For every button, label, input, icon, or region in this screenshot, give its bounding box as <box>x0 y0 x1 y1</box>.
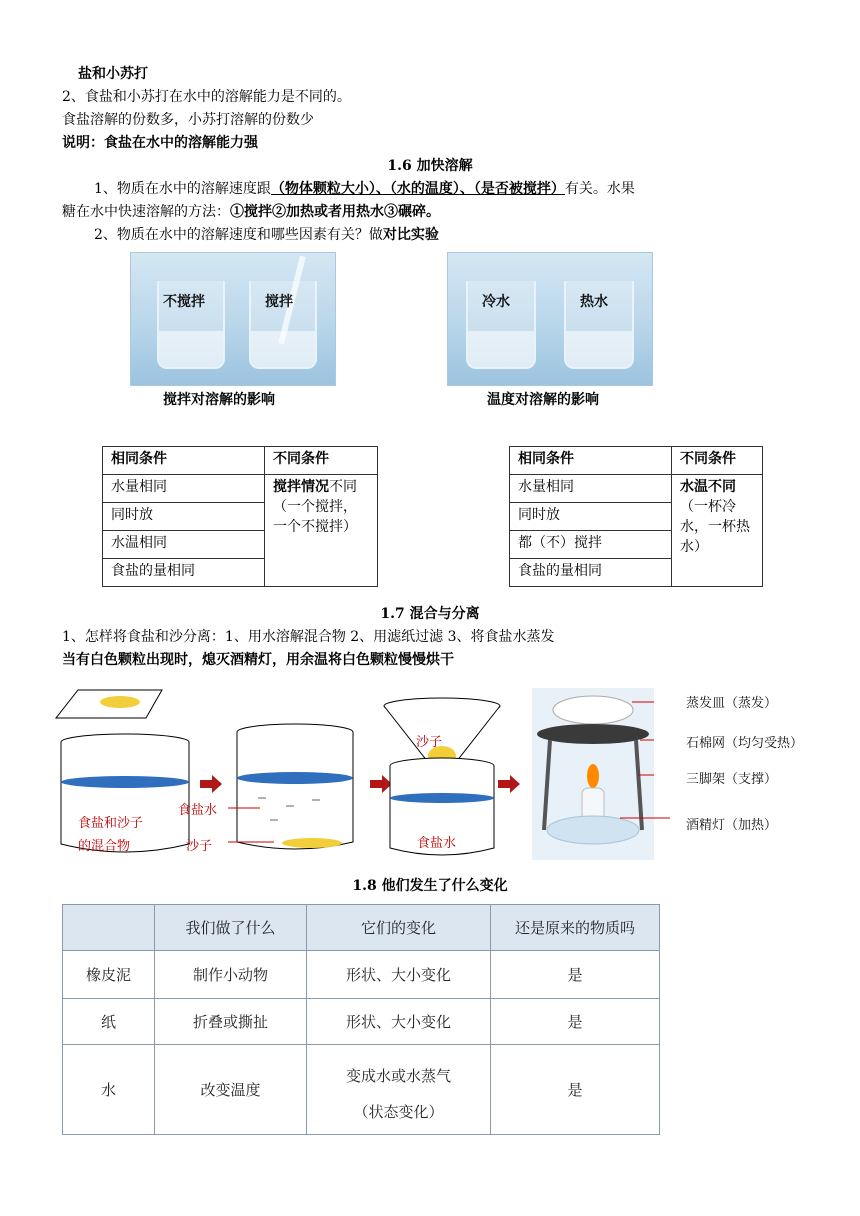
heading-1-7: 1.7 混合与分离 <box>380 606 480 622</box>
temperature-comparison-table <box>509 446 763 587</box>
table2-diff-note: （一杯冷水，一杯热水） <box>680 499 750 555</box>
label-not-stirred: 不搅拌 <box>163 294 205 310</box>
row-same: 是 <box>491 999 660 1045</box>
table1-same-1: 同时放 <box>103 503 265 531</box>
table1-diff-cell <box>265 475 378 587</box>
arrow-1-icon <box>200 775 222 793</box>
s17-paragraph-2: 当有白色颗粒出现时，熄灭酒精灯，用余温将白色颗粒慢慢烘干 <box>62 652 454 668</box>
label-sand-1: 沙子 <box>186 839 213 854</box>
p1-line2-methods: ①搅拌②加热或者用热水③碾碎。 <box>230 204 440 220</box>
table1-diff-note: （一个搅拌，一个不搅拌） <box>273 499 357 535</box>
p2-bold: 对比实验 <box>382 227 439 243</box>
table2-same-0: 水量相同 <box>510 475 672 503</box>
s16-paragraph-1-line-2 <box>62 202 440 222</box>
s17-paragraph-1: 1、怎样将食盐和沙分离：1、用水溶解混合物 2、用滤纸过滤 3、将食盐水蒸发 <box>62 629 555 645</box>
caption-temperature: 温度对溶解的影响 <box>487 392 599 408</box>
table1-same-2: 水温相同 <box>103 531 265 559</box>
label-sand-filter: 沙子 <box>416 735 443 750</box>
table2-same-1: 同时放 <box>510 503 672 531</box>
row-item: 橡皮泥 <box>63 951 155 999</box>
row-item: 水 <box>63 1045 155 1135</box>
row-same: 是 <box>491 951 660 999</box>
label-stirred: 搅拌 <box>265 294 293 310</box>
factor-water-temp: （水的温度） <box>389 181 460 197</box>
table1-header-same: 相同条件 <box>103 447 265 475</box>
label-alcohol-lamp: 酒精灯（加热） <box>686 818 778 833</box>
p1-prefix: 1、物质在水中的溶解速度跟 <box>94 181 271 197</box>
label-cold-water: 冷水 <box>482 294 510 310</box>
row-change: 变成水或水蒸气 <box>345 1066 451 1085</box>
table1-header-diff: 不同条件 <box>265 447 378 475</box>
stirring-experiment-photo <box>130 252 336 386</box>
table2-same-2: 都（不）搅拌 <box>510 531 672 559</box>
label-salt-water-1: 食盐水 <box>178 803 218 818</box>
table2-header-same: 相同条件 <box>510 447 672 475</box>
salt-sand-pile-icon <box>100 696 140 708</box>
table2-diff-bold: 水温不同 <box>680 479 736 495</box>
change-table-header-action: 我们做了什么 <box>155 905 307 951</box>
row-same: 是 <box>491 1045 660 1135</box>
label-asbestos-mesh: 石棉网（均匀受热） <box>686 736 804 751</box>
table2-same-3: 食盐的量相同 <box>510 559 672 587</box>
row-action: 改变温度 <box>155 1045 307 1135</box>
table2-header-diff: 不同条件 <box>672 447 763 475</box>
factor-stirring: （是否被搅拌） <box>473 181 565 197</box>
label-salt-water-2: 食盐水 <box>417 836 457 851</box>
label-tripod: 三脚架（支撑） <box>686 772 778 787</box>
table1-same-0: 水量相同 <box>103 475 265 503</box>
row-change: 形状、大小变化 <box>307 999 491 1045</box>
row-item: 纸 <box>63 999 155 1045</box>
table1-same-3: 食盐的量相同 <box>103 559 265 587</box>
stirring-comparison-table <box>102 446 378 587</box>
arrow-3-icon <box>498 775 520 793</box>
table-row <box>63 999 660 1045</box>
p2-prefix: 2、物质在水中的溶解速度和哪些因素有关？做 <box>94 227 383 243</box>
section-title-salt-soda: 盐和小苏打 <box>78 66 148 82</box>
caption-stirring: 搅拌对溶解的影响 <box>163 392 275 408</box>
heading-1-8: 1.8 他们发生了什么变化 <box>352 878 508 894</box>
factor-sep-1: 、 <box>375 181 390 197</box>
row-change: 形状、大小变化 <box>307 951 491 999</box>
change-table-header-same: 还是原来的物质吗 <box>491 905 660 951</box>
row-change-cell <box>307 1045 491 1135</box>
factor-sep-2: 、 <box>459 181 474 197</box>
table-row <box>63 1045 660 1135</box>
intro-point-2: 2、食盐和小苏打在水中的溶解能力是不同的。 <box>62 89 351 105</box>
label-mixture-line-1: 食盐和沙子 <box>78 816 144 831</box>
label-hot-water: 热水 <box>580 294 608 310</box>
change-table-header-empty <box>63 905 155 951</box>
change-table <box>62 904 660 1135</box>
table2-diff-cell <box>672 475 763 587</box>
table1-diff-bold: 搅拌情况 <box>273 479 329 495</box>
factor-particle-size: （物体颗粒大小） <box>270 181 376 197</box>
change-table-header-change: 它们的变化 <box>307 905 491 951</box>
s16-paragraph-2 <box>94 225 439 245</box>
label-mixture-line-2: 的混合物 <box>78 839 131 854</box>
heading-1-6: 1.6 加快溶解 <box>387 158 473 174</box>
p1-line2-prefix: 糖在水中快速溶解的方法： <box>62 204 230 220</box>
intro-conclusion: 说明：食盐在水中的溶解能力强 <box>62 135 258 151</box>
table1-diff-rest: 不同 <box>329 479 357 495</box>
table-row <box>63 951 660 999</box>
p1-suffix: 有关。水果 <box>564 181 635 197</box>
s16-paragraph-1 <box>94 179 635 199</box>
row-action: 制作小动物 <box>155 951 307 999</box>
beaker-2-icon <box>237 724 353 849</box>
evaporation-apparatus-icon <box>532 688 654 860</box>
row-action: 折叠或撕扯 <box>155 999 307 1045</box>
temperature-experiment-photo <box>447 252 653 386</box>
label-evaporating-dish: 蒸发皿（蒸发） <box>686 696 778 711</box>
arrow-2-icon <box>370 775 392 793</box>
row-change-note: （状态变化） <box>353 1102 444 1121</box>
intro-line-3: 食盐溶解的份数多，小苏打溶解的份数少 <box>62 112 314 128</box>
